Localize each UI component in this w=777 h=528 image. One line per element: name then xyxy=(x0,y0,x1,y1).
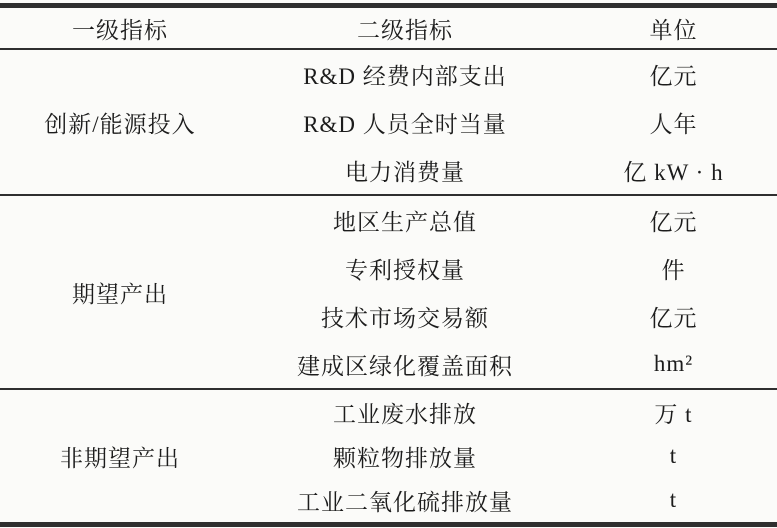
category-cell: 非期望产出 xyxy=(60,445,180,471)
indicator-cell: 工业二氧化硫排放量 xyxy=(297,489,513,515)
table-body xyxy=(0,50,777,522)
indicator-group xyxy=(0,388,777,522)
category-cell: 期望产出 xyxy=(72,281,168,307)
table-header-row xyxy=(0,8,777,50)
header-cell-level2: 二级指标 xyxy=(357,17,453,43)
indicator-cell: R&D 人员全时当量 xyxy=(303,111,507,137)
category-cell: 创新/能源投入 xyxy=(44,111,196,137)
header-cell-level1: 一级指标 xyxy=(72,17,168,43)
indicator-cell: 颗粒物排放量 xyxy=(333,445,477,471)
unit-cell: 亿 kW · h xyxy=(623,159,724,185)
unit-cell: t xyxy=(669,487,678,512)
unit-cell: 亿元 xyxy=(649,63,698,89)
indicator-cell: 电力消费量 xyxy=(345,159,465,185)
unit-cell: 万 t xyxy=(654,401,693,427)
indicator-cell: 地区生产总值 xyxy=(333,209,477,235)
indicator-table xyxy=(0,3,777,527)
header-cell-unit: 单位 xyxy=(649,17,698,43)
indicator-cell: 专利授权量 xyxy=(345,257,465,283)
unit-cell: hm² xyxy=(653,351,694,376)
unit-cell: 人年 xyxy=(649,111,698,137)
unit-cell: t xyxy=(669,443,678,468)
indicator-cell: 建成区绿化覆盖面积 xyxy=(297,353,513,379)
unit-cell: 亿元 xyxy=(649,209,698,235)
indicator-cell: 技术市场交易额 xyxy=(321,305,489,331)
unit-cell: 亿元 xyxy=(649,305,698,331)
indicator-cell: R&D 经费内部支出 xyxy=(303,63,507,89)
indicator-group xyxy=(0,194,777,388)
indicator-group xyxy=(0,50,777,194)
unit-cell: 件 xyxy=(661,257,686,283)
indicator-cell: 工业废水排放 xyxy=(333,401,477,427)
